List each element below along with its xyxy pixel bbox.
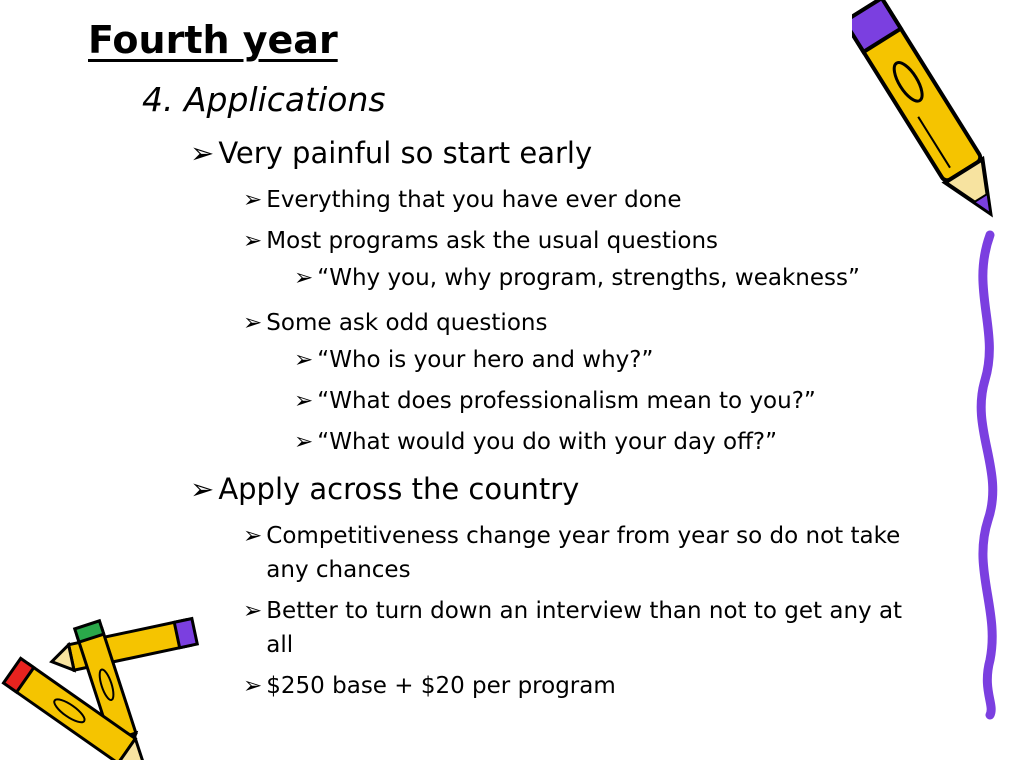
- bullet-arrow-icon: ➢: [243, 523, 263, 549]
- bullet-level3: [294, 347, 653, 373]
- bullet-level3: [294, 265, 860, 291]
- scribble-line-icon: [960, 230, 1020, 720]
- bullet-text: Everything that you have ever done: [266, 187, 682, 213]
- bullet-level2: [243, 519, 933, 587]
- bullet-arrow-icon: ➢: [190, 472, 215, 506]
- bullet-level2: [243, 669, 616, 703]
- bullet-text: Most programs ask the usual questions: [266, 228, 719, 254]
- bullet-level3: [294, 429, 777, 455]
- bullet-text: $250 base + $20 per program: [266, 673, 616, 699]
- bullet-text: “What would you do with your day off?”: [317, 429, 778, 455]
- bullet-text: Apply across the country: [218, 472, 580, 506]
- bullet-level3: [294, 388, 816, 414]
- bullet-text: Some ask odd questions: [266, 310, 548, 336]
- pencils-clipart-icon: [0, 600, 210, 760]
- bullet-text: “Why you, why program, strengths, weakness”: [317, 265, 860, 291]
- bullet-level2: [243, 594, 933, 662]
- bullet-text: “What does professionalism mean to you?”: [317, 388, 816, 414]
- bullet-text: Very painful so start early: [218, 136, 593, 170]
- bullet-text: “Who is your hero and why?”: [317, 347, 654, 373]
- bullet-arrow-icon: ➢: [243, 310, 263, 336]
- bullet-arrow-icon: ➢: [190, 136, 215, 170]
- bullet-level2: [243, 224, 718, 258]
- bullet-text: Competitiveness change year from year so do not take any chances: [266, 523, 901, 583]
- bullet-arrow-icon: ➢: [243, 187, 263, 213]
- bullet-arrow-icon: ➢: [294, 388, 314, 414]
- bullet-level1: [190, 472, 579, 506]
- bullet-arrow-icon: ➢: [243, 598, 263, 624]
- bullet-arrow-icon: ➢: [294, 429, 314, 455]
- bullet-arrow-icon: ➢: [294, 265, 314, 291]
- bullet-level2: [243, 306, 547, 340]
- bullet-arrow-icon: ➢: [243, 228, 263, 254]
- bullet-arrow-icon: ➢: [294, 347, 314, 373]
- bullet-level2: [243, 183, 682, 217]
- bullet-arrow-icon: ➢: [243, 673, 263, 699]
- slide-title: Fourth year: [88, 18, 338, 62]
- slide-subtitle: 4. Applications: [142, 80, 386, 119]
- bullet-text: Better to turn down an interview than not to get any at all: [266, 598, 903, 658]
- bullet-level1: [190, 136, 592, 170]
- pencil-icon: [852, 0, 1012, 245]
